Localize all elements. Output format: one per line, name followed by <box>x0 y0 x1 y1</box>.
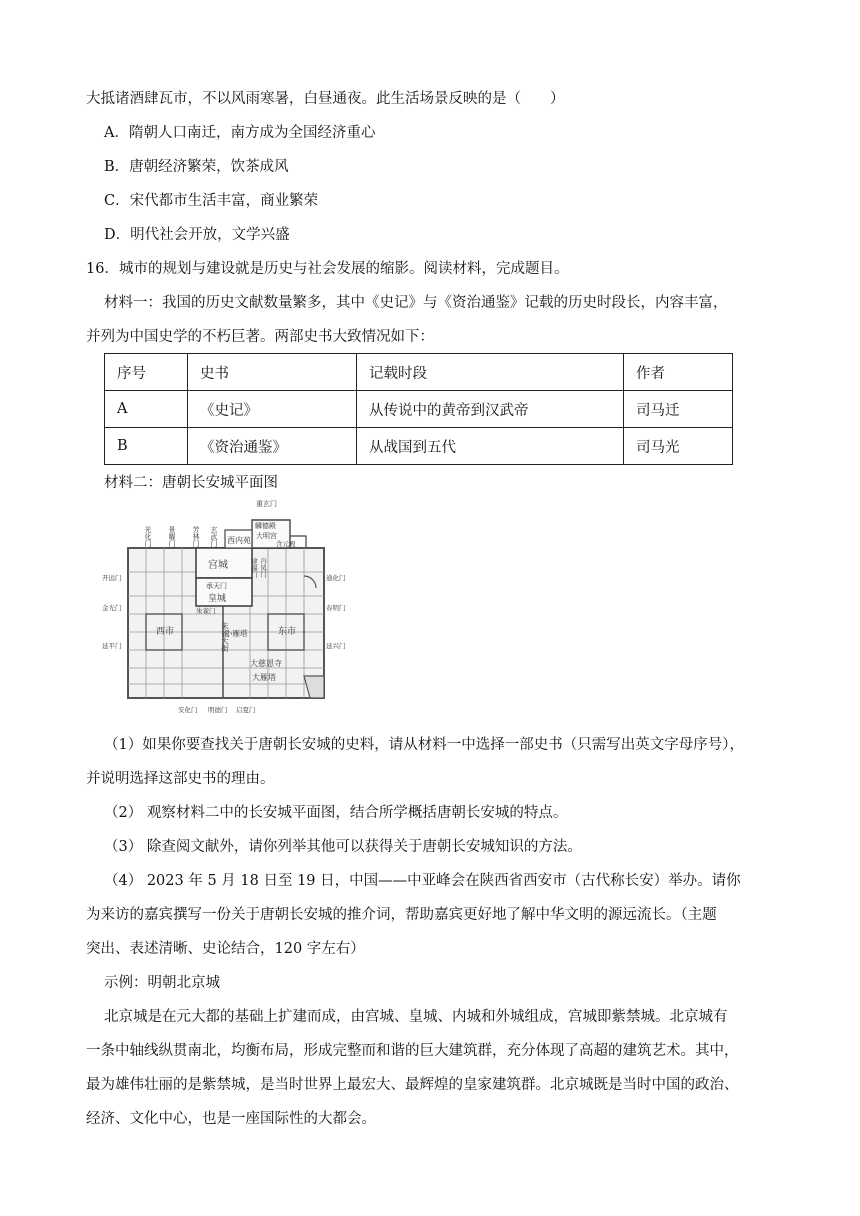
table-cell: 司马迁 <box>624 391 733 428</box>
table-cell: 从战国到五代 <box>357 428 624 465</box>
material1-line2: 并列为中国史学的不朽巨著。两部史书大致情况如下： <box>86 329 434 345</box>
q15-stem-tail: 大抵诸酒肆瓦市，不以风雨寒暑，白昼通夜。此生活场景反映的是（ ） <box>86 91 565 107</box>
gate-label: 延兴门 <box>326 642 346 650</box>
north-label: 大明宫 <box>256 532 277 540</box>
sub-question-4-line2: 为来访的嘉宾撰写一份关于唐朝长安城的推介词，帮助嘉宾更好地了解中华文明的源远流长。（主题 <box>86 907 717 923</box>
table-row <box>105 428 733 465</box>
top-gate-labels <box>144 525 218 548</box>
sub-question-1-line1: （1）如果你要查找关于唐朝长安城的史料，请从材料一中选择一部史书（只需写出英文字母序号）， <box>104 737 744 753</box>
table-cell: 《资治通鉴》 <box>188 428 357 465</box>
gate-label: 景曜门 <box>168 526 176 547</box>
material1-line1: 材料一：我国的历史文献数量繁多，其中《史记》与《资治通鉴》记载的历史时段长，内容丰富， <box>104 295 728 311</box>
table-header: 序号 <box>105 354 188 391</box>
small-pagoda-label: 小雁塔 <box>225 629 248 638</box>
gate-label: 通化门 <box>326 574 346 582</box>
gate-label: 光化门 <box>144 526 152 547</box>
q15-option-a[interactable]: A．隋朝人口南迁，南方成为全国经济重心 <box>104 125 376 141</box>
gate-label: 春明门 <box>326 604 346 612</box>
example-line: 北京城是在元大都的基础上扩建而成，由宫城、皇城、内城和外城组成，宫城即紫禁城。北京城有 <box>104 1009 728 1025</box>
bottom-gate-labels <box>178 705 256 714</box>
side-gate-label: 建福门 <box>250 558 258 578</box>
gate-label: 启夏门 <box>236 706 256 714</box>
table-cell: B <box>105 428 188 465</box>
table-cell: 司马光 <box>624 428 733 465</box>
west-gate-labels <box>102 573 122 650</box>
zhuque-gate-label: 朱雀门 <box>196 607 216 615</box>
big-pagoda-label: 大雁塔 <box>252 673 276 682</box>
table-cell: A <box>105 391 188 428</box>
changan-city-map <box>100 496 352 722</box>
gate-label: 芳林门 <box>192 526 200 547</box>
q15-option-d[interactable]: D．明代社会开放，文学兴盛 <box>104 227 290 243</box>
q15-option-c[interactable]: C．宋代都市生活丰富，商业繁荣 <box>104 193 319 209</box>
palace-label: 宫城 <box>208 560 228 571</box>
example-title: 示例：明朝北京城 <box>104 975 220 991</box>
table-header-row <box>105 354 733 391</box>
table-row <box>105 391 733 428</box>
north-label: 重玄门 <box>256 500 277 508</box>
temple-label: 大慈恩寺 <box>250 659 282 668</box>
imperial-label: 皇城 <box>208 594 227 604</box>
table-header: 史书 <box>188 354 357 391</box>
east-gate-labels <box>326 573 346 650</box>
sub-question-4-line1: （4） 2023 年 5 月 18 日至 19 日，中国——中亚峰会在陕西省西安市（古代称长安）举办。请你 <box>104 873 741 889</box>
gate-label: 玄武门 <box>210 526 218 547</box>
example-line: 最为雄伟壮丽的是紫禁城，是当时世界上最宏大、最辉煌的皇家建筑群。北京城既是当时中国的政治、 <box>86 1077 739 1093</box>
west-market-label: 西市 <box>156 627 175 637</box>
table-header: 作者 <box>624 354 733 391</box>
sub-question-3: （3） 除查阅文献外，请你列举其他可以获得关于唐朝长安城知识的方法。 <box>104 839 582 855</box>
gate-label: 明德门 <box>208 706 228 714</box>
imperial-gate-label: 承天门 <box>206 582 227 590</box>
material2-title: 材料二：唐朝长安城平面图 <box>104 475 278 491</box>
sub-question-4-line3: 突出、表述清晰、史论结合，120 字左右） <box>86 941 365 957</box>
north-label: 含元殿 <box>276 540 296 548</box>
example-line: 经济、文化中心，也是一座国际性的大都会。 <box>86 1111 376 1127</box>
gate-label: 金光门 <box>102 604 122 612</box>
gate-label: 安化门 <box>178 706 198 714</box>
west-inner-garden-label: 西内苑 <box>227 536 251 545</box>
sub-question-2: （2） 观察材料二中的长安城平面图，结合所学概括唐朝长安城的特点。 <box>104 805 568 821</box>
example-line: 一条中轴线纵贯南北，均衡布局，形成完整而和谐的巨大建筑群，充分体现了高超的建筑艺术。其中， <box>86 1043 739 1059</box>
q15-option-b[interactable]: B．唐朝经济繁荣，饮茶成风 <box>104 159 289 175</box>
gate-label: 延平门 <box>102 642 122 650</box>
daming-gate-label: 丹凤门 <box>259 558 267 578</box>
table-cell: 从传说中的黄帝到汉武帝 <box>357 391 624 428</box>
street-label: 朱雀大街 <box>220 622 230 652</box>
table-header: 记载时段 <box>357 354 624 391</box>
history-books-table <box>104 353 733 465</box>
sub-question-1-line2: 并说明选择这部史书的理由。 <box>86 771 275 787</box>
q16-stem: 16．城市的规划与建设就是历史与社会发展的缩影。阅读材料，完成题目。 <box>86 261 569 277</box>
gate-label: 开远门 <box>102 574 122 582</box>
north-label: 麟德殿 <box>255 522 276 530</box>
east-market-label: 东市 <box>278 627 297 637</box>
table-cell: 《史记》 <box>188 391 357 428</box>
